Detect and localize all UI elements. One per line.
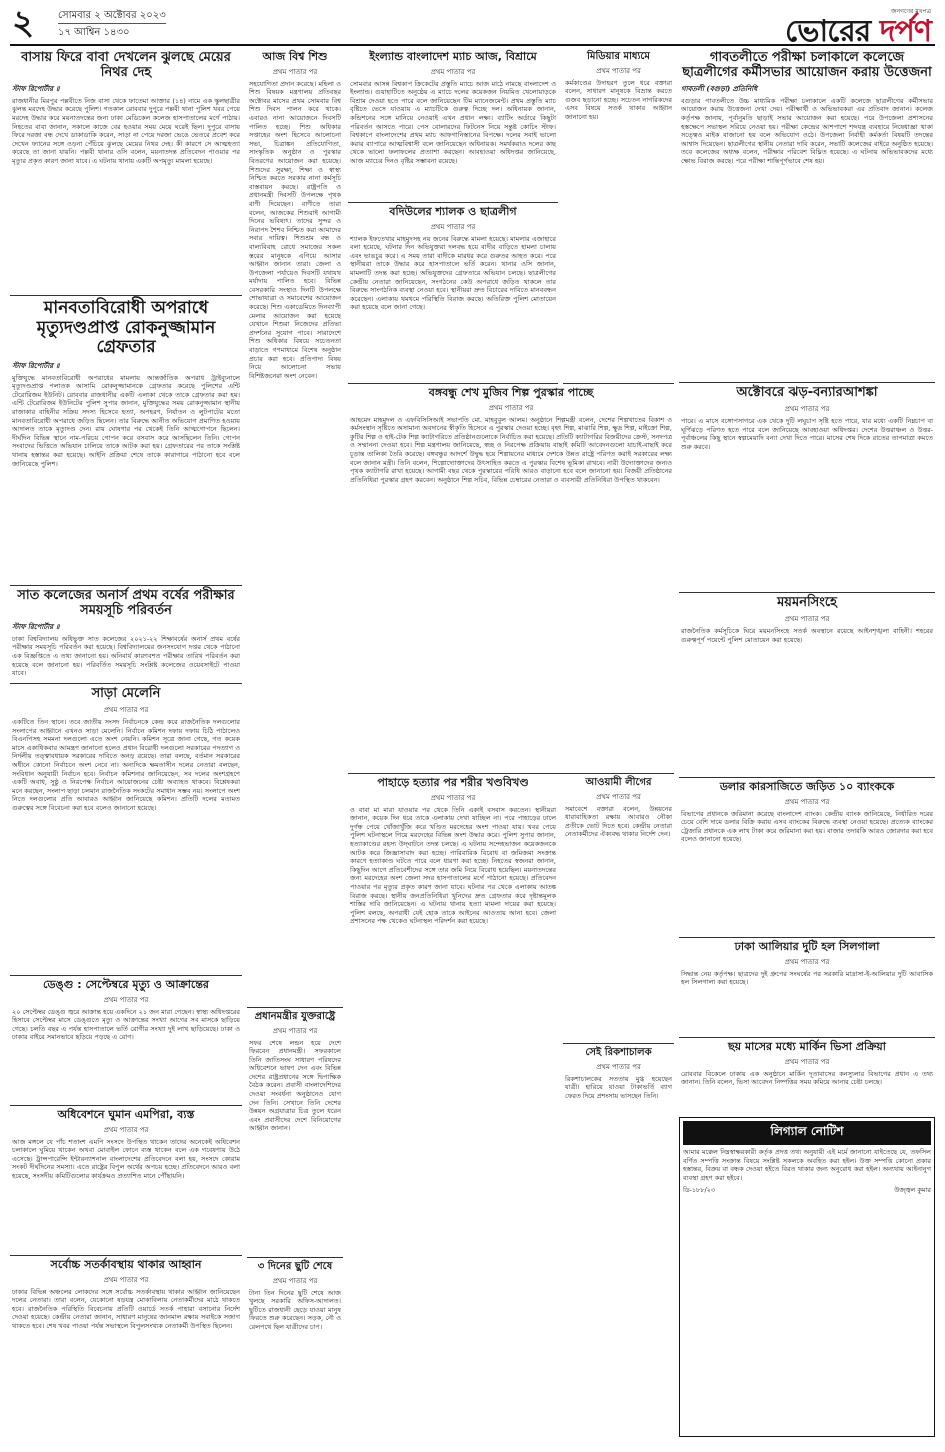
article-headline: ডেঙ্গু : সেপ্টেম্বরে মৃত্যু ও আক্রান্তের [43,978,209,991]
article-body: ঢাকা বিশ্ববিদ্যালয় অধিভুক্ত সাত কলেজের ২০২১-২২ শিক্ষাবর্ষের অনার্স প্রথম বর্ষের পরীক্ষার সময়সূচি পরিবর্তন করা হয়েছে। বিশ্ববিদ্যালয়ের জনসংযোগ দপ্তর থেকে পাঠানো এক বিজ্ঞপ্তিতে এ তথ্য জানানো হয়। অনিবার্য কারণবশত পরীক্ষার তারিখ পরিবর্তন করা হয়েছে বলে জানানো হয়। পরিবর্তিত সময়সূচি সংশ্লিষ্ট কলেজের ওয়েবসাইটে পাওয়া যাবে। [12,634,240,678]
article-kicker: প্রথম পাতার পর [784,957,830,966]
page-number: ২ [12,3,35,43]
article-headline: মানবতাবিরোধী অপরাধে মৃত্যুদণ্ডপ্রাপ্ত রোকনুজ্জামান গ্রেফতার [36,298,216,358]
article-kicker: প্রথম পাতার পর [103,705,149,714]
article-mps-sleep [10,1106,242,1256]
article-high-alert-call [10,1256,242,1441]
article-headline: ঢাকা আলিয়ার দুটি হল সিলগালা [734,940,880,953]
article-dengue-september [10,976,242,1106]
column-1 [10,48,242,1443]
article-headline: আজ বিশ্ব শিশু [262,50,328,63]
article-awami-league [563,774,674,1044]
column-4 [679,48,935,1443]
article-byline: গাবতলী (বগুড়া) প্রতিনিধি [681,83,758,93]
article-headline: অধিবেশনে ঘুমান এমপিরা, ব্যস্ত [57,1108,195,1121]
article-kicker: প্রথম পাতার পর [430,222,476,231]
article-headline: বদিউলের শ্যালক ও ছাত্রলীগ [389,205,517,218]
article-headline: সেই রিকশাচালক [585,1047,652,1058]
article-body: সহযোগিতা প্রদান করেছে। মহিলা ও শিশু বিষয়ক মন্ত্রণালয় প্রতিবছর অক্টোবর মাসের প্রথম সোমবার বিশ্ব শিশু দিবস পালন করে থাকে। এবারও নানা আয়োজনে দিবসটি পালিত হচ্ছে। শিশু অধিকার সপ্তাহের অংশ হিসেবে আলোচনা সভা, চিত্রাঙ্কন প্রতিযোগিতা, সাংস্কৃতিক অনুষ্ঠান ও পুরস্কার বিতরণের আয়োজন করা হয়েছে। শিশুদের সুরক্ষা, শিক্ষা ও স্বাস্থ্য নিশ্চিত করতে সরকার নানা কর্মসূচি বাস্তবায়ন করছে। রাষ্ট্রপতি ও প্রধানমন্ত্রী দিবসটি উপলক্ষে পৃথক বাণী দিয়েছেন। বাণীতে তারা বলেন, আজকের শিশুরাই আগামী দিনের ভবিষ্যৎ। তাদের সুন্দর ও নিরাপদ শৈশব নিশ্চিত করা আমাদের সবার দায়িত্ব। শিশুশ্রম বন্ধ ও বাল্যবিবাহ রোধে সমাজের সকল স্তরের মানুষকে এগিয়ে আসার আহ্বান জানান তারা। জেলা ও উপজেলা পর্যায়েও দিবসটি যথাযথ মর্যাদায় পালিত হবে। বিভিন্ন বেসরকারি সংস্থাও দিনটি উপলক্ষে শোভাযাত্রা ও সমাবেশের আয়োজন করেছে। শিশু একাডেমিতে দিনব্যাপী মেলার আয়োজন করা হয়েছে যেখানে শিশুরা নিজেদের প্রতিভা প্রদর্শনের সুযোগ পাবে। সারাদেশে শিশু অধিকার বিষয়ে সচেতনতা বাড়াতে গণমাধ্যমে বিশেষ অনুষ্ঠান প্রচার করা হবে। প্রতিপাদ্য বিষয় নিয়ে আলোচনা সভায় বিশিষ্টজনেরা অংশ নেবেন। [249,79,341,380]
logo-name-part1: ভোরের [784,14,871,49]
article-body: একটিতে তিন স্থানে। তবে জাতীয় সংসদ নির্বাচনকে কেন্দ্র করে রাজনৈতিক দলগুলোর সংলাপের আহ্বানে এখনও সাড়া মেলেনি। নির্বাচন কমিশন দফায় দফায় চিঠি পাঠালেও বিএনপিসহ সমমনা দলগুলো এতে অংশ নেয়নি। কমিশন সূত্রে জানা গেছে, গত কয়েক মাসে একাধিকবার আমন্ত্রণ জানানো হলেও প্রধান বিরোধী দলগুলো সরকারের পদত্যাগ ও নির্দলীয় তত্ত্বাবধায়ক সরকারের দাবিতে অনড় রয়েছে। তারা বলছে, বর্তমান সরকারের অধীনে কোনো নির্বাচনে অংশ নেবে না। অন্যদিকে ক্ষমতাসীন দলের নেতারা বলছেন, সংবিধান অনুযায়ী নির্বাচন হবে। নির্বাচন কমিশনার জানিয়েছেন, সব দলের অংশগ্রহণে একটি অবাধ, সুষ্ঠু ও নিরপেক্ষ নির্বাচন আয়োজনের চেষ্টা অব্যাহত থাকবে। বিশ্লেষকরা মনে করছেন, সংলাপ ছাড়া চলমান রাজনৈতিক সংকটের সমাধান সম্ভব নয়। সংলাপে অংশ নিতে দলগুলোর প্রতি আবারও আহ্বান জানিয়েছে কমিশন। প্রতিটি দলের মতামত গুরুত্বের সঙ্গে বিবেচনা করা হবে বলেও জানানো হয়েছে। [12,717,240,812]
article-headline: প্রধানমন্ত্রীর যুক্তরাষ্ট্রে [254,1011,336,1022]
article-october-storm-flood [679,383,935,593]
date-bangla: ১৭ আশ্বিন ১৪৩০ [58,23,166,40]
article-body: রোববার বিকেলে ঢাকায় এক অনুষ্ঠানে মার্কিন দূতাবাসের কনস্যুলার বিভাগের প্রধান এ তথ্য জানান। তিনি বলেন, ভিসা আবেদন নিষ্পত্তির সময় কমিয়ে আনার চেষ্টা চলছে। [681,1069,933,1087]
newspaper-logo [785,6,931,47]
article-kicker: প্রথম পাতার পর [272,67,318,76]
article-kicker: প্রথম পাতার পর [272,1026,318,1035]
article-headline: ডলার কারসাজিতে জড়িত ১০ ব্যাংককে [719,780,895,793]
article-kicker: প্রথম পাতার পর [784,404,830,413]
article-england-bangladesh-match [348,48,558,203]
legal-notice-body: আমার মক্কেল নিম্নস্বাক্ষরকারী কর্তৃক প্রদত্ত তথ্য অনুযায়ী এই মর্মে জানানো যাইতেছে যে, তফসিল বর্ণিত সম্পত্তি সংক্রান্ত বিষয়ে সংশ্লিষ্ট সকলকে অবহিত করা হইল। উক্ত সম্পত্তি কোনো প্রকার হস্তান্তর, বিক্রয় বা বন্ধক দেওয়া হইতে বিরত থাকার জন্য অনুরোধ করা হইল। অন্যথায় আইনানুগ ব্যবস্থা গ্রহণ করা হইবে। [683,1148,931,1182]
article-dhaka-alia-halls [679,938,935,1038]
article-kicker: প্রথম পাতার পর [784,1057,830,1066]
article-body: শ্যালক ইফতেখার মাহমুদসহ নয় জনের বিরুদ্ধে মামলা হয়েছে। মামলার এজাহারে বলা হয়েছে, ঘটনার দিন অভিযুক্তরা দলবদ্ধ হয়ে বাদীর বাড়িতে হামলা চালায় এবং ভাঙচুর করে। এ সময় তারা বাদীকে মারধর করে গুরুতর আহত করে। পরে স্থানীয়রা তাকে উদ্ধার করে হাসপাতালে ভর্তি করেন। থানার ওসি জানান, মামলাটি তদন্ত করা হচ্ছে। অভিযুক্তদের গ্রেফতারে অভিযান চলছে। ছাত্রলীগের কেন্দ্রীয় নেতারা জানিয়েছেন, সংগঠনের কেউ অপরাধে জড়িত থাকলে তার বিরুদ্ধে সাংগঠনিক ব্যবস্থা নেওয়া হবে। স্থানীয়রা দ্রুত বিচারের দাবিতে মানববন্ধন করেছেন। এলাকায় থমথমে পরিস্থিতি বিরাজ করছে। অতিরিক্ত পুলিশ মোতায়েন করা হয়েছে বলে জানা গেছে। [350,234,556,312]
article-headline: আওয়ামী লীগের [585,777,652,788]
article-headline: ময়মনসিংহে [777,595,837,610]
article-body: সফর শেষে লন্ডন হয়ে দেশে ফিরবেন প্রধানমন্ত্রী। সফরকালে তিনি জাতিসংঘ সাধারণ পরিষদের অধিবেশনে ভাষণ দেন এবং বিভিন্ন দেশের রাষ্ট্রপ্রধানের সঙ্গে দ্বিপাক্ষিক বৈঠক করেন। প্রবাসী বাংলাদেশিদের দেওয়া সংবর্ধনা অনুষ্ঠানেও যোগ দেন তিনি। সেখানে তিনি দেশের উন্নয়ন অগ্রযাত্রার চিত্র তুলে ধরেন এবং প্রবাসীদের দেশে বিনিয়োগের আহ্বান জানান। [249,1038,341,1133]
article-headline: গাবতলীতে পরীক্ষা চলাকালে কলেজে ছাত্রলীগের কর্মীসভার আয়োজন করায় উত্তেজনা [682,50,932,80]
article-headline: অক্টোবরে ঝড়-বন্যারআশঙ্কা [736,385,878,400]
article-body: ঢাকার বিভিন্ন অঞ্চলের লোকদের সঙ্গে সর্বোচ্চ সতর্কাবস্থায় থাকার আহ্বান জানিয়েছেন দলের নেতারা। তারা বলেন, যেকোনো ষড়যন্ত্র মোকাবিলায় নেতাকর্মীদের মাঠে থাকতে হবে। রাজনৈতিক পরিস্থিতি বিবেচনায় প্রতিটি ওয়ার্ডে সতর্ক পাহারা বসানোর নির্দেশ দেওয়া হয়েছে। কেন্দ্রীয় নেতারা জানান, সাধারণ মানুষের জানমাল রক্ষায় সবাইকে সজাগ থাকতে হবে। শেষ খবর পাওয়া পর্যন্ত সভাস্থলে বিপুলসংখ্যক নেতাকর্মী উপস্থিত ছিলেন। [12,1287,240,1331]
logo-name [784,14,931,49]
legal-notice-footer [683,1185,931,1196]
column-2 [247,48,343,1443]
legal-notice-title: লিগ্যাল নোটিশ [683,1121,931,1145]
article-headline: সাড়া মেলেনি [91,686,161,701]
article-dollar-manipulation [679,778,935,938]
article-body: সিদ্ধান্ত নেয় কর্তৃপক্ষ। ছাত্রদের দুই গ্রুপের সংঘর্ষের পর সরকারি মাদ্রাসা-ই-আলিয়ার দুটি আবাসিক হল সিলগালা করা হয়েছে। [681,969,933,987]
article-seven-colleges-exam [10,586,242,684]
article-headline: মিডিয়ার মাধ্যমে [587,51,650,62]
article-body: সোমবার আসন্ন বিশ্বকাপ ক্রিকেটের প্রস্তুতি ম্যাচে আজ মাঠে নামছে বাংলাদেশ ও ইংল্যান্ড। গুয়াহাটিতে অনুষ্ঠেয় এ ম্যাচে দলের কয়েকজন নিয়মিত খেলোয়াড়কে বিশ্রাম দেওয়া হতে পারে বলে জানিয়েছেন টিম ম্যানেজমেন্ট। প্রথম প্রস্তুতি ম্যাচ বৃষ্টিতে ভেসে যাওয়ায় এ ম্যাচটিকে গুরুত্ব দিচ্ছে দল। অধিনায়ক জানান, কন্ডিশনের সঙ্গে মানিয়ে নেওয়াই এখন প্রধান লক্ষ্য। ব্যাটিং অর্ডারে কিছুটা পরিবর্তন আসতে পারে। পেস বোলারদের ফিটনেস নিয়ে সন্তুষ্ট কোচিং স্টাফ। বিশ্বকাপে বাংলাদেশের প্রথম ম্যাচ আফগানিস্তানের বিপক্ষে। দলের সবাই ভালো করার ব্যাপারে আত্মবিশ্বাসী বলে জানিয়েছেন অধিনায়ক। সমর্থকরাও দলের কাছ থেকে ভালো ফলাফলের প্রত্যাশা করছেন। আবহাওয়া অধিদপ্তর জানিয়েছে, আজ ম্যাচের দিনও বৃষ্টির সম্ভাবনা রয়েছে। [350,79,556,165]
article-byline: স্টাফ রিপোর্টার ॥ [12,83,60,93]
article-father-finds-daughter [10,48,242,296]
date-gregorian: সোমবার ২ অক্টোবর ২০২৩ [58,10,166,21]
masthead [10,3,935,49]
article-kicker: প্রথম পাতার পর [488,403,534,412]
article-kicker: প্রথম পাতার পর [103,995,149,1004]
legal-notice-box [679,1117,935,1437]
article-no-response [10,684,242,976]
article-kicker: প্রথম পাতার পর [103,1125,149,1134]
column-3 [348,48,674,1443]
article-us-visa-process [679,1038,935,1113]
article-body: আহমেদ মাহমুদল ও এফবিসিসিআই সভাপতি মো. মাহবুবুল আলম। অনুষ্ঠানে শিল্পমন্ত্রী বলেন, দেশের শিল্পখাতের বিকাশ ও কর্মসংস্থান সৃষ্টিতে অসামান্য অবদানের স্বীকৃতি হিসেবে এ পুরস্কার দেওয়া হচ্ছে। বৃহৎ শিল্প, মাঝারি শিল্প, ক্ষুদ্র শিল্প, মাইক্রো শিল্প, কুটির শিল্প ও হাই-টেক শিল্প ক্যাটাগরিতে প্রতিষ্ঠানগুলোকে নির্বাচিত করা হয়েছে। প্রতিটি ক্যাটাগরির বিজয়ীদের ক্রেস্ট, সনদপত্র ও সম্মাননা দেওয়া হবে। শিল্প মন্ত্রণালয় জানিয়েছে, স্বচ্ছ ও নিরপেক্ষ প্রক্রিয়ায় বাছাই কমিটি আবেদনগুলো যাচাই-বাছাই করে চূড়ান্ত তালিকা তৈরি করেছে। বঙ্গবন্ধুর আদর্শে উদ্বুদ্ধ হয়ে শিল্পায়নের মাধ্যমে দেশকে উন্নত রাষ্ট্রে পরিণত করাই সরকারের লক্ষ্য বলে জানান মন্ত্রী। তিনি বলেন, শিল্পোদ্যোক্তাদের উৎসাহিত করতে এ পুরস্কার বিশেষ ভূমিকা রাখবে। নারী উদ্যোক্তাদের জন্যও পৃথক ক্যাটাগরি রাখা হয়েছে। আগামী বছর থেকে পুরস্কারের পরিধি আরও বাড়ানো হবে বলে জানানো হয়। বিজয়ী প্রতিষ্ঠানের প্রতিনিধিরা পুরস্কার গ্রহণ করবেন। অনুষ্ঠানে শিল্প সচিব, বিভিন্ন চেম্বারের নেতারা ও ব্যবসায়ী প্রতিনিধিরা উপস্থিত থাকবেন। [350,415,672,484]
article-byline: স্টাফ রিপোর্টার ॥ [12,621,60,631]
article-bangabandhu-industry-award [348,384,674,774]
article-kicker: প্রথম পাতার পর [784,614,830,623]
article-mymensingh [679,593,935,778]
article-body: পারে। এ মাসে বঙ্গোপসাগরে এক থেকে দুটি লঘুচাপ সৃষ্টি হতে পারে, যার মধ্যে একটি নিম্নচাপ বা ঘূর্ণিঝড়ে পরিণত হতে পারে বলে জানিয়েছে আবহাওয়া অধিদপ্তর। দেশের উত্তরাঞ্চল ও উত্তর-পূর্বাঞ্চলের কিছু স্থানে স্বল্পমেয়াদি বন্যা দেখা দিতে পারে। মাসের শেষ দিকে রাতের তাপমাত্রা কমতে শুরু করবে। [681,416,933,451]
column-3-bottom-left [348,774,558,1443]
article-body: টানা তিন দিনের ছুটি শেষে আজ খুলছে সরকারি অফিস-আদালত। ছুটিতে রাজধানী ছেড়ে যাওয়া মানুষ ফিরতে শুরু করেছেন। সড়ক, নৌ ও রেলপথে ছিল যাত্রীদের চাপ। [249,1288,341,1331]
article-kicker: প্রথম পাতার পর [430,67,476,76]
article-body: ও বাবা মা মারা যাওয়ার পর থেকে তিনি একাই বসবাস করতেন। স্থানীয়রা জানান, কয়েক দিন ধরে তাকে এলাকায় দেখা যাচ্ছিল না। পরে পাহাড়ের ঢালে দুর্গন্ধ পেয়ে খোঁজাখুঁজি করে খণ্ডিত মরদেহের অংশ পাওয়া যায়। খবর পেয়ে পুলিশ ঘটনাস্থলে গিয়ে মরদেহের বিভিন্ন অংশ উদ্ধার করে। পুলিশ সুপার জানান, হত্যাকাণ্ডের রহস্য উদ্‌ঘাটনে তদন্ত চলছে। এ ঘটনায় সন্দেহভাজন কয়েকজনকে আটক করে জিজ্ঞাসাবাদ করা হচ্ছে। পারিবারিক বিরোধ বা জমিজমা সংক্রান্ত কারণে হত্যাকাণ্ড ঘটতে পারে বলে ধারণা করা হচ্ছে। নিহতের স্বজনরা জানান, কিছুদিন আগে প্রতিবেশীদের সঙ্গে তার জমি নিয়ে বিরোধ হয়েছিল। ময়নাতদন্তের জন্য মরদেহের অংশ জেলা সদর হাসপাতালের মর্গে পাঠানো হয়েছে। প্রতিবেদন পাওয়ার পর মৃত্যুর প্রকৃত কারণ জানা যাবে। ঘটনার পর থেকে এলাকায় আতঙ্ক বিরাজ করছে। স্থানীয় জনপ্রতিনিধিরা খুনিদের দ্রুত গ্রেফতার করে দৃষ্টান্তমূলক শাস্তির দাবি জানিয়েছেন। এ ঘটনায় থানায় হত্যা মামলা দায়ের করা হয়েছে। পুলিশ বলছে, অপরাধী যেই হোক তাকে আইনের আওতায় আনা হবে। জেলা প্রশাসনের পক্ষ থেকেও ঘটনাস্থল পরিদর্শন করা হয়েছে। [350,805,556,926]
article-war-criminal-arrested [10,296,242,586]
article-body: রিকশাচালকের সততায় মুগ্ধ হয়েছেন যাত্রী। হারিয়ে যাওয়া টাকাভর্তি ব্যাগ ফেরত দিয়ে প্রশংসায় ভাসছেন তিনি। [565,1074,672,1100]
column-3-bottom-right [563,774,674,1443]
article-headline: সাত কলেজের অনার্স প্রথম বর্ষের পরীক্ষার সময়সূচি পরিবর্তন [17,588,235,618]
article-kicker: প্রথম পাতার পর [596,66,641,75]
article-headline: বঙ্গবন্ধু শেখ মুজিব শিল্প পুরস্কার পাচ্ছে [428,386,594,399]
logo-name-part2: দর্পণ [879,14,931,49]
article-media-means [563,48,674,384]
article-body: রাজধানীর মিরপুর পল্লবীতে নিজ বাসা থেকে ফাতেমা আক্তার (১৪) নামে এক স্কুলছাত্রীর ঝুলন্ত মরদেহ উদ্ধার করেছে পুলিশ। গতকাল রোববার দুপুরে পল্লবী থানা পুলিশ খবর পেয়ে মরদেহ উদ্ধার করে ময়নাতদন্তের জন্য ঢাকা মেডিকেল কলেজ হাসপাতালের মর্গে পাঠায়। নিহতের বাবা জানান, সকালে কাজে বের হওয়ার সময় মেয়ে ঘরেই ছিল। দুপুরে বাসায় ফিরে দরজা বন্ধ দেখে ডাকাডাকি করেন, সাড়া না পেয়ে দরজা ভেঙে ভেতরে প্রবেশ করে দেখেন ফ্যানের সঙ্গে ওড়না পেঁচিয়ে ঝুলছে মেয়ের নিথর দেহ। কী কারণে সে আত্মহত্যা করেছে তা জানা যায়নি। পল্লবী থানার ওসি বলেন, ময়নাতদন্ত প্রতিবেদন পাওয়ার পর মৃত্যুর প্রকৃত কারণ জানা যাবে। এ ঘটনায় থানায় একটি অপমৃত্যু মামলা হয়েছে। [12,96,240,166]
legal-notice-signature: উজ্জ্বল কুমার [894,1186,931,1195]
article-body: বিভাগের প্রধানকে জরিমানা করেছে বাংলাদেশ ব্যাংক। কেন্দ্রীয় ব্যাংক জানিয়েছে, নির্ধারিত দরের চেয়ে বেশি দামে ডলার বিক্রি করায় এসব ব্যাংকের বিরুদ্ধে ব্যবস্থা নেওয়া হয়েছে। প্রত্যেক ব্যাংকের ট্রেজারি প্রধানকে এক লাখ টাকা করে জরিমানা করা হয়। বাজার তদারকি আরও জোরদার করা হবে বলেও জানানো হয়েছে। [681,809,933,844]
article-kicker: প্রথম পাতার পর [596,1062,641,1071]
article-headline: বাসায় ফিরে বাবা দেখলেন ঝুলছে মেয়ের নিথর দেহ [21,50,231,80]
article-body: ২০ সেপ্টেম্বর ডেঙ্গু জ্বরে আক্রান্ত হয়ে একদিনে ২১ জন মারা গেছেন। স্বাস্থ্য অধিদপ্তরের হিসাবে সেপ্টেম্বর মাসে ডেঙ্গুতে মৃত্যু ও আক্রান্তের সংখ্যা আগের সব মাসকে ছাড়িয়ে গেছে। চলতি বছর এ পর্যন্ত হাসপাতালে ভর্তি রোগীর সংখ্যা দুই লাখ ছাড়িয়েছে। ঢাকা ও ঢাকার বাইরে সমানভাবে ছড়িয়ে পড়ছে এ রোগ। [12,1007,240,1042]
article-badiul-brother-in-law [348,203,558,384]
column-3-top [348,48,674,384]
article-world-child-day [247,48,343,1008]
article-headline: ইংল্যান্ড বাংলাদেশ ম্যাচ আজ, বিশ্রামে [369,50,537,63]
legal-notice-ref: ডি-১৮৮/২৩ [683,1186,716,1195]
article-body: বগুড়ার গাবতলীতে উচ্চ মাধ্যমিক পরীক্ষা চলাকালে একটি কলেজে ছাত্রলীগের কর্মীসভার আয়োজন করায় উত্তেজনা দেখা দেয়। পরীক্ষার্থী ও অভিভাবকরা এর প্রতিবাদ জানান। কলেজ কর্তৃপক্ষ জানায়, পূর্বানুমতি ছাড়াই সভার আয়োজন করা হয়েছে। পরে উপজেলা প্রশাসনের হস্তক্ষেপে সভাস্থল সরিয়ে নেওয়া হয়। পরীক্ষা কেন্দ্রের আশপাশে শব্দযন্ত্র ব্যবহারে নিষেধাজ্ঞা থাকা সত্ত্বেও মাইক বাজানো হয় বলে অভিযোগ ওঠে। উপজেলা নির্বাহী কর্মকর্তা বিষয়টি তদন্তের আশ্বাস দিয়েছেন। ছাত্রলীগের স্থানীয় নেতারা দাবি করেন, সভাটি কলেজের বাইরে অনুষ্ঠিত হয়েছে। তবে কলেজের অধ্যক্ষ বলেন, পরীক্ষার পরিবেশ বিঘ্নিত হয়েছে। এ ঘটনায় অভিভাবকদের মধ্যে ক্ষোভ বিরাজ করছে। পরে পরীক্ষা শান্তিপূর্ণভাবে শেষ হয়। [681,96,933,166]
article-body: সমাবেশে বক্তারা বলেন, উন্নয়নের ধারাবাহিকতা রক্ষায় আবারও নৌকা প্রতীকে ভোট দিতে হবে। কেন্দ্রীয় নেতারা নেতাকর্মীদের ঐক্যবদ্ধ থাকার নির্দেশ দেন। [565,804,672,839]
date-block [58,8,166,40]
article-headline: পাহাড়ে হত্যার পর শরীর খণ্ডবিখণ্ড [377,776,529,789]
article-kicker: প্রথম পাতার পর [103,1275,149,1284]
article-byline: স্টাফ রিপোর্টার ॥ [12,360,60,370]
article-gabtali-college [679,48,935,383]
article-headline: ছয় মাসের মধ্যে মার্কিন ভিসা প্রক্রিয়া [728,1040,886,1053]
article-body: রাজনৈতিক কর্মসূচিকে ঘিরে ময়মনসিংহে সতর্ক অবস্থানে রয়েছে আইনশৃঙ্খলা বাহিনী। শহরের গুরুত্বপূর্ণ পয়েন্টে পুলিশ মোতায়েন করা হয়েছে। [681,626,933,644]
article-body: কর্মকাণ্ডের উদাহরণ তুলে ধরে বক্তারা বলেন, সাধারণ মানুষকে বিভ্রান্ত করতে গুজব ছড়ানো হচ্ছে। সচেতন নাগরিকদের এসব বিষয়ে সতর্ক থাকার আহ্বান জানানো হয়। [565,78,672,121]
logo-tagline: জনগণের মুখপত্র [891,8,931,15]
article-three-day-holiday [247,1258,343,1443]
article-pm-usa [247,1008,343,1258]
article-kicker: প্রথম পাতার পর [596,792,641,801]
article-headline: ৩ দিনের ছুটি শেষে [257,1261,333,1272]
article-kicker: প্রথম পাতার পর [272,1276,318,1285]
article-body: আজ মঙ্গলে যে পাঁচ শতাংশ এমপি সংসদে উপস্থিত থাকেন তাদের অনেকেই অধিবেশন চলাকালে ঘুমিয়ে থাকেন অথবা মোবাইল ফোনে ব্যস্ত থাকেন বলে এক গবেষণায় উঠে এসেছে। ট্রান্সপারেন্সি ইন্টারন্যাশনাল বাংলাদেশের প্রতিবেদনে বলা হয়, সংসদে কোরাম সংকট দীর্ঘদিনের সমস্যা। এতে রাষ্ট্রের বিপুল অর্থের অপচয় হচ্ছে। প্রতিবেদনে আরও বলা হয়েছে, সংসদীয় কমিটিগুলোর কার্যক্রমও প্রত্যাশিত মানে পৌঁছায়নি। [12,1137,240,1181]
article-hill-murder [348,774,558,1443]
column-3-top-left [348,48,558,384]
article-body: মুক্তিযুদ্ধে মানবতাবিরোধী অপরাধের মামলায় আন্তর্জাতিক অপরাধ ট্রাইব্যুনালে মৃত্যুদণ্ডপ্রাপ্ত পলাতক আসামি রোকনুজ্জামানকে গ্রেফতার করেছে পুলিশের এন্টি টেরোরিজম ইউনিট। রোববার রাজধানীর একটি এলাকা থেকে তাকে গ্রেফতার করা হয়। এন্টি টেরোরিজম ইউনিটের পুলিশ সুপার জানান, মুক্তিযুদ্ধের সময় রোকনুজ্জামান স্থানীয় রাজাকার বাহিনীর সক্রিয় সদস্য হিসেবে হত্যা, অপহরণ, নির্যাতন ও লুটপাটের মতো মানবতাবিরোধী অপরাধে জড়িত ছিলেন। তার বিরুদ্ধে আনীত অভিযোগ প্রমাণিত হওয়ায় আদালত তাকে মৃত্যুদণ্ড দেন। রায় ঘোষণার পর থেকেই তিনি আত্মগোপনে ছিলেন। দীর্ঘদিন বিভিন্ন স্থানে নাম-পরিচয় গোপন করে বসবাস করে আসছিলেন তিনি। গোপন সংবাদের ভিত্তিতে অভিযান চালিয়ে তাকে আটক করা হয়। গ্রেফতারের পর তাকে সংশ্লিষ্ট থানায় হস্তান্তর করা হয়েছে। আইনি প্রক্রিয়া শেষে তাকে কারাগারে পাঠানো হবে বলে জানিয়েছে পুলিশ। [12,373,240,468]
article-kicker: প্রথম পাতার পর [430,793,476,802]
article-rickshaw-puller [563,1044,674,1443]
column-3-bottom [348,774,674,1443]
column-3-top-right [563,48,674,384]
article-kicker: প্রথম পাতার পর [784,797,830,806]
article-headline: সর্বোচ্চ সতর্কাবস্থায় থাকার আহ্বান [50,1258,202,1271]
